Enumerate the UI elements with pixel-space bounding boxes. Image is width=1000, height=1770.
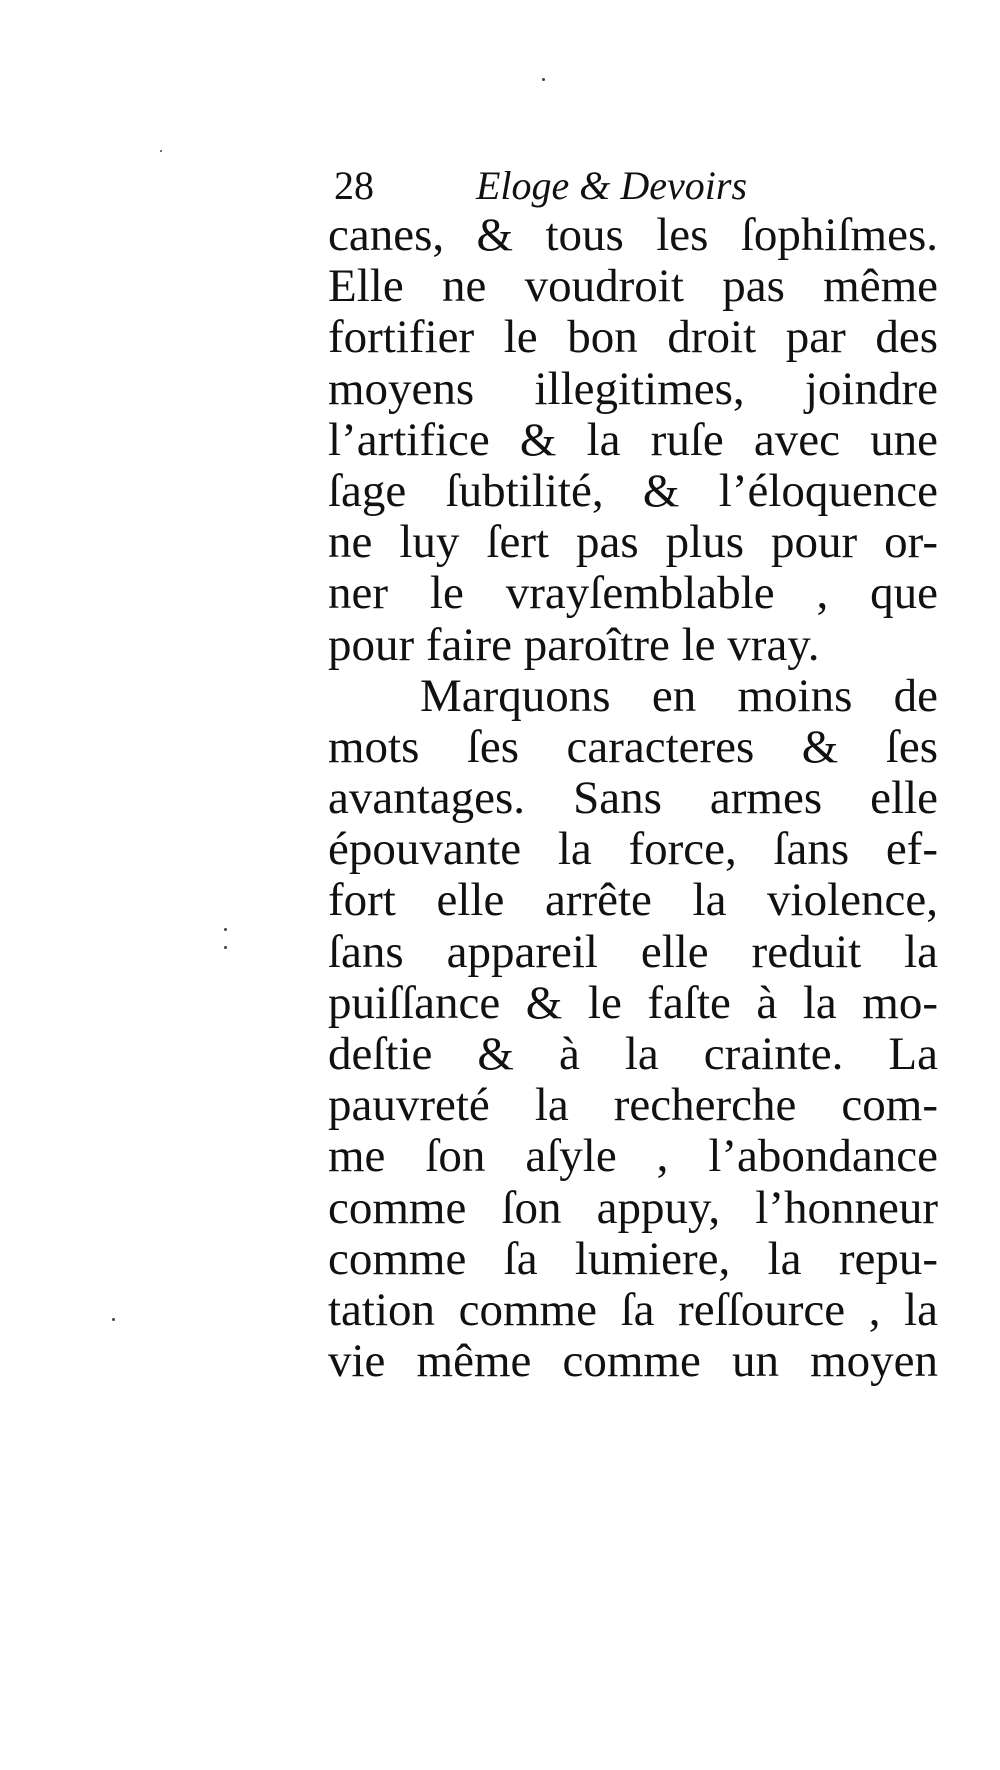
text-line: deſtie & à la crainte. La: [328, 1028, 938, 1080]
text-line: fortifier le bon droit par des: [328, 311, 938, 364]
paragraph-first-line: Marquons en moins de: [420, 669, 938, 722]
body-text: [328, 210, 938, 1387]
paper-speck: [224, 928, 227, 931]
paper-speck: [160, 150, 162, 152]
text-line: mots ſes caracteres & ſes: [328, 720, 938, 773]
paper-speck: [542, 78, 545, 81]
text-line: puiſſance & le faſte à la mo-: [328, 976, 938, 1029]
text-line: canes, & tous les ſophiſmes.: [328, 209, 938, 261]
text-line: ſans appareil elle reduit la: [328, 925, 938, 978]
text-line: épouvante la force, ſans ef-: [328, 823, 938, 876]
paper-speck: [112, 1318, 115, 1321]
page-number: 28: [334, 163, 374, 208]
text-line: ſage ſubtilité, & l’éloquence: [328, 464, 938, 517]
running-head: Eloge & Devoirs: [476, 163, 748, 208]
text-line: moyens illegitimes, joindre: [328, 362, 938, 415]
text-line: fort elle arrête la violence,: [328, 874, 938, 927]
text-line: pour faire paroître le vray.: [328, 618, 820, 671]
text-line: vie même comme un moyen: [328, 1335, 938, 1388]
text-line: l’artifice & la ruſe avec une: [328, 413, 938, 466]
text-line: ne luy ſert pas plus pour or-: [328, 516, 938, 569]
text-line: pauvreté la recherche com-: [328, 1079, 938, 1132]
text-line: me ſon aſyle , l’abondance: [328, 1130, 938, 1183]
text-line: ner le vrayſemblable , que: [328, 567, 938, 620]
text-line: avantages. Sans armes elle: [328, 772, 938, 825]
text-line: tation comme ſa reſſource , la: [328, 1283, 938, 1336]
text-line: comme ſa lumiere, la repu-: [328, 1232, 938, 1285]
text-line: Elle ne voudroit pas même: [328, 260, 938, 313]
text-line: comme ſon appuy, l’honneur: [328, 1181, 938, 1234]
paper-speck: [224, 946, 227, 949]
page-header: [334, 158, 934, 214]
